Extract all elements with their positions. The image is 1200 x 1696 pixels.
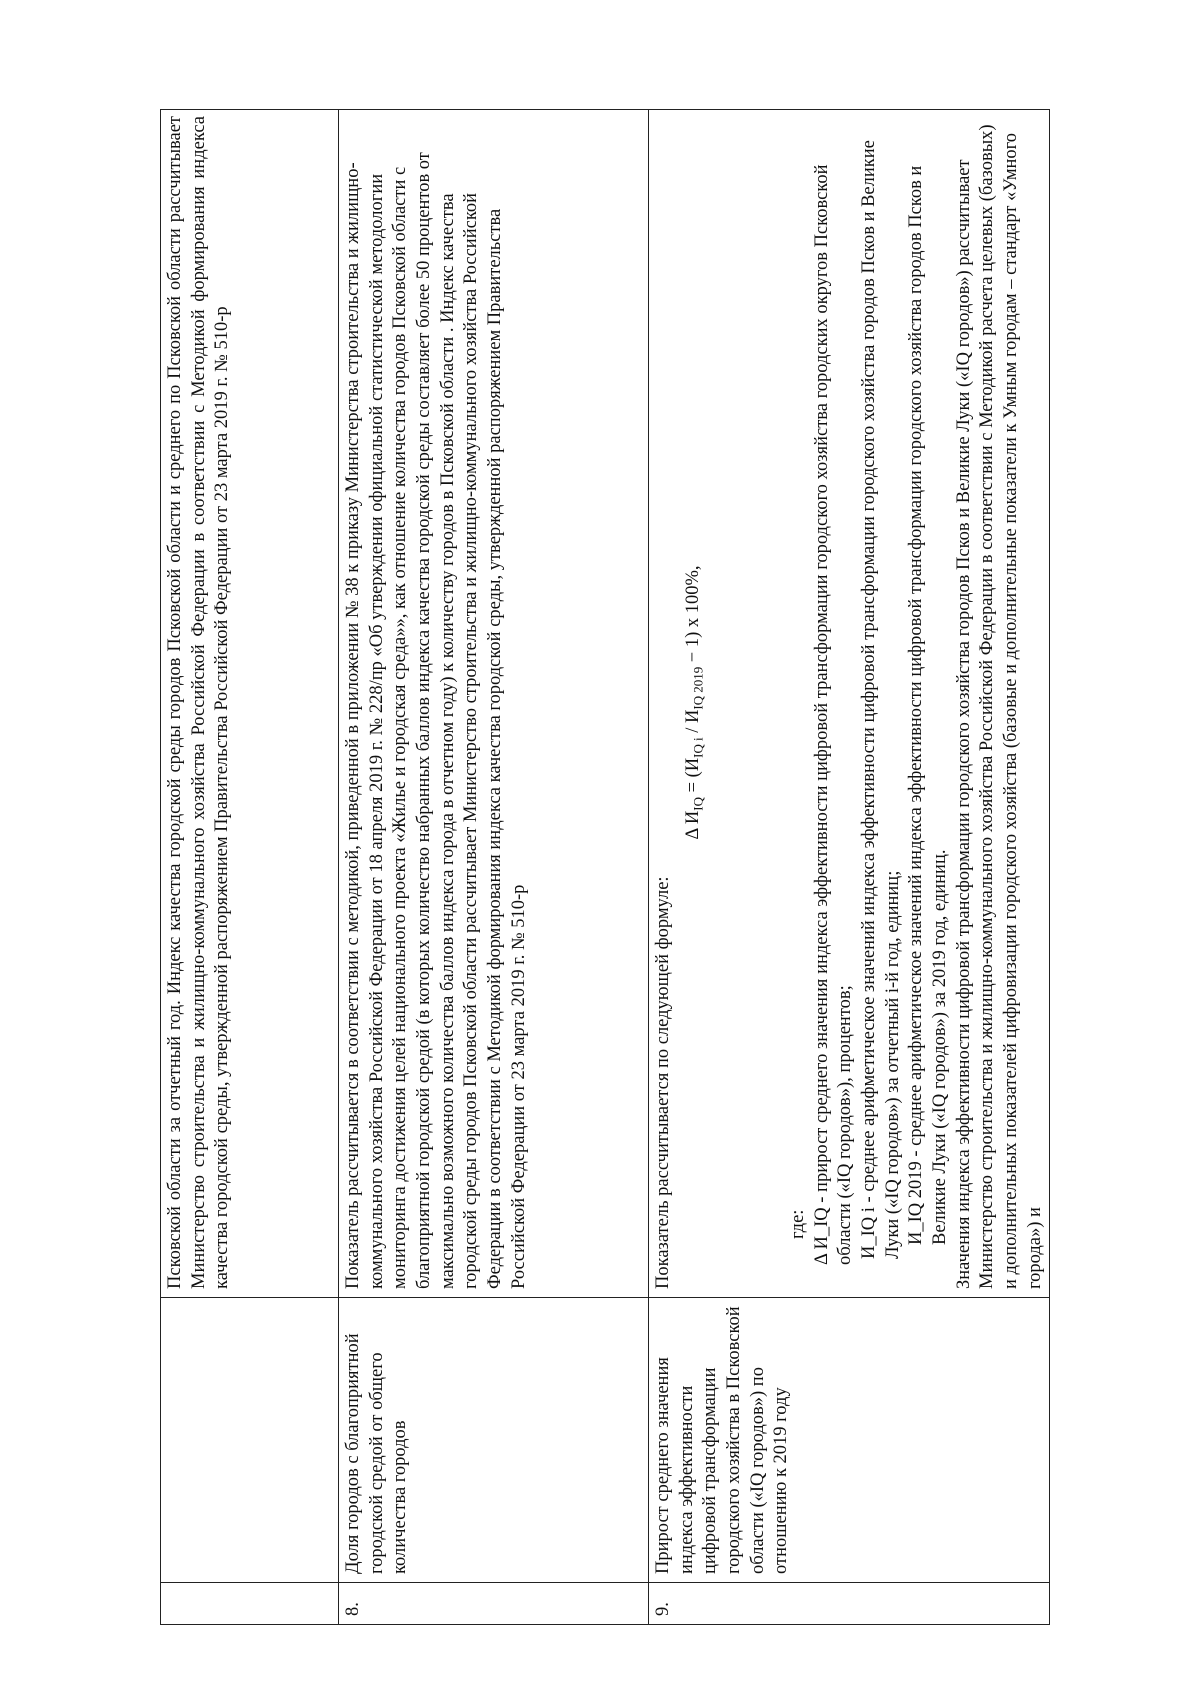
def-symbol: И_IQ 2019 bbox=[906, 1161, 927, 1245]
table-row bbox=[161, 110, 339, 1625]
formula bbox=[676, 116, 717, 1289]
def-symbol: И_IQ i bbox=[858, 1207, 879, 1259]
table-row bbox=[649, 110, 1050, 1625]
def-text: - прирост среднего значения индекса эффективности цифровой трансформации городского хозяйства городских округов Псковской области («IQ городов»), процентов; bbox=[811, 164, 856, 1265]
indicator-description-cell: Показатель рассчитывается в соответствии с методикой, приведенной в приложении № 38 к приказу Министерства строительства и жилищно-коммунального хозяйства Российской Федерации от 18 апреля 2019 г. № 228/пр «Об утверждении официальной статистической методологии мониторинга достижения целей национального проекта «Жилье и городская среда»», как отношение количества городов Псковской области с благоприятной городской средой (в которых количество набранных баллов индекса качества городской среды составляет более 50 процентов от максимально возможного количества баллов индекса города в отчетном году) к количеству городов в Псковской области . Индекс качества городской среды городов Псковской области рассчитывает Министерство строительства и жилищно-коммунального хозяйства Российской Федерации в соответствии с Методикой формирования индекса качества городской среды, утвержденной распоряжением Правительства Российской Федерации от 23 марта 2019 г. № 510-р bbox=[339, 110, 649, 1298]
definition-delta bbox=[811, 116, 858, 1289]
indicators-table bbox=[160, 109, 1050, 1625]
indicator-name-cell: Доля городов с благоприятной городской средой от общего количества городов bbox=[339, 1298, 649, 1583]
def-text: - среднее арифметическое значений индекса эффективности цифровой трансформации городского хозяйства городов Псков и Великие Луки («IQ городов») за отчетный i-й год, единиц; bbox=[858, 140, 903, 1259]
indicator-name-cell: Прирост среднего значения индекса эффективности цифровой трансформации городского хозяйства в Псковской области («IQ городов») по отношению к 2019 году bbox=[649, 1298, 1050, 1583]
def-text: - среднее арифметическое значений индекса эффективности цифровой трансформации городского хозяйства городов Псков и Великие Луки («IQ городов») за 2019 год, единиц. bbox=[906, 165, 950, 1245]
definition-tail: Значения индекса эффективности цифровой трансформации городского хозяйства городов Псков и Великие Луки («IQ городов») рассчитывает Министерство строительства и жилищно-коммунального хозяйства Российской Федерации в соответствии с Методикой расчета целевых (базовых) и дополнительных показателей цифровизации городского хозяйства (базовые и дополнительные показатели к Умным городам – стандарт «Умного города») и bbox=[953, 124, 1045, 1289]
indicator-name-cell bbox=[161, 1298, 339, 1583]
formula-sub-iq-i: IQ i bbox=[690, 737, 706, 758]
table-row bbox=[339, 110, 649, 1625]
row-number-cell: 8. bbox=[339, 1583, 649, 1625]
row-number-cell: 9. bbox=[649, 1583, 1050, 1625]
formula-eq: = (И bbox=[682, 757, 703, 798]
formula-sub-iq: IQ bbox=[690, 797, 706, 811]
formula-sub-iq-2019: IQ 2019 bbox=[690, 666, 706, 710]
rotated-page bbox=[160, 110, 1045, 1625]
formula-delta: Δ И bbox=[682, 810, 703, 840]
indicator-description-cell bbox=[649, 110, 1050, 1298]
formula-slash: / И bbox=[682, 709, 703, 738]
formula-close: − 1) x 100%, bbox=[682, 565, 703, 667]
indicator-description-cell: Псковской области за отчетный год. Индекс качества городской среды городов Псковской области и среднего по Псковской области рассчитывает Министерство строительства и жилищно-коммунального хозяйства Российской Федерации в соответствии с Методикой формирования индекса качества городской среды, утвержденной распоряжением Правительства Российской Федерации от 23 марта 2019 г. № 510-р bbox=[161, 110, 339, 1298]
row-number-cell bbox=[161, 1583, 339, 1625]
formula-intro: Показатель рассчитывается по следующей формуле: bbox=[653, 876, 673, 1289]
where-label: где: bbox=[787, 1209, 808, 1239]
definition-iq-i bbox=[858, 116, 905, 1289]
def-symbol: Δ И_IQ bbox=[811, 1207, 832, 1265]
definition-iq-2019 bbox=[905, 116, 952, 1289]
